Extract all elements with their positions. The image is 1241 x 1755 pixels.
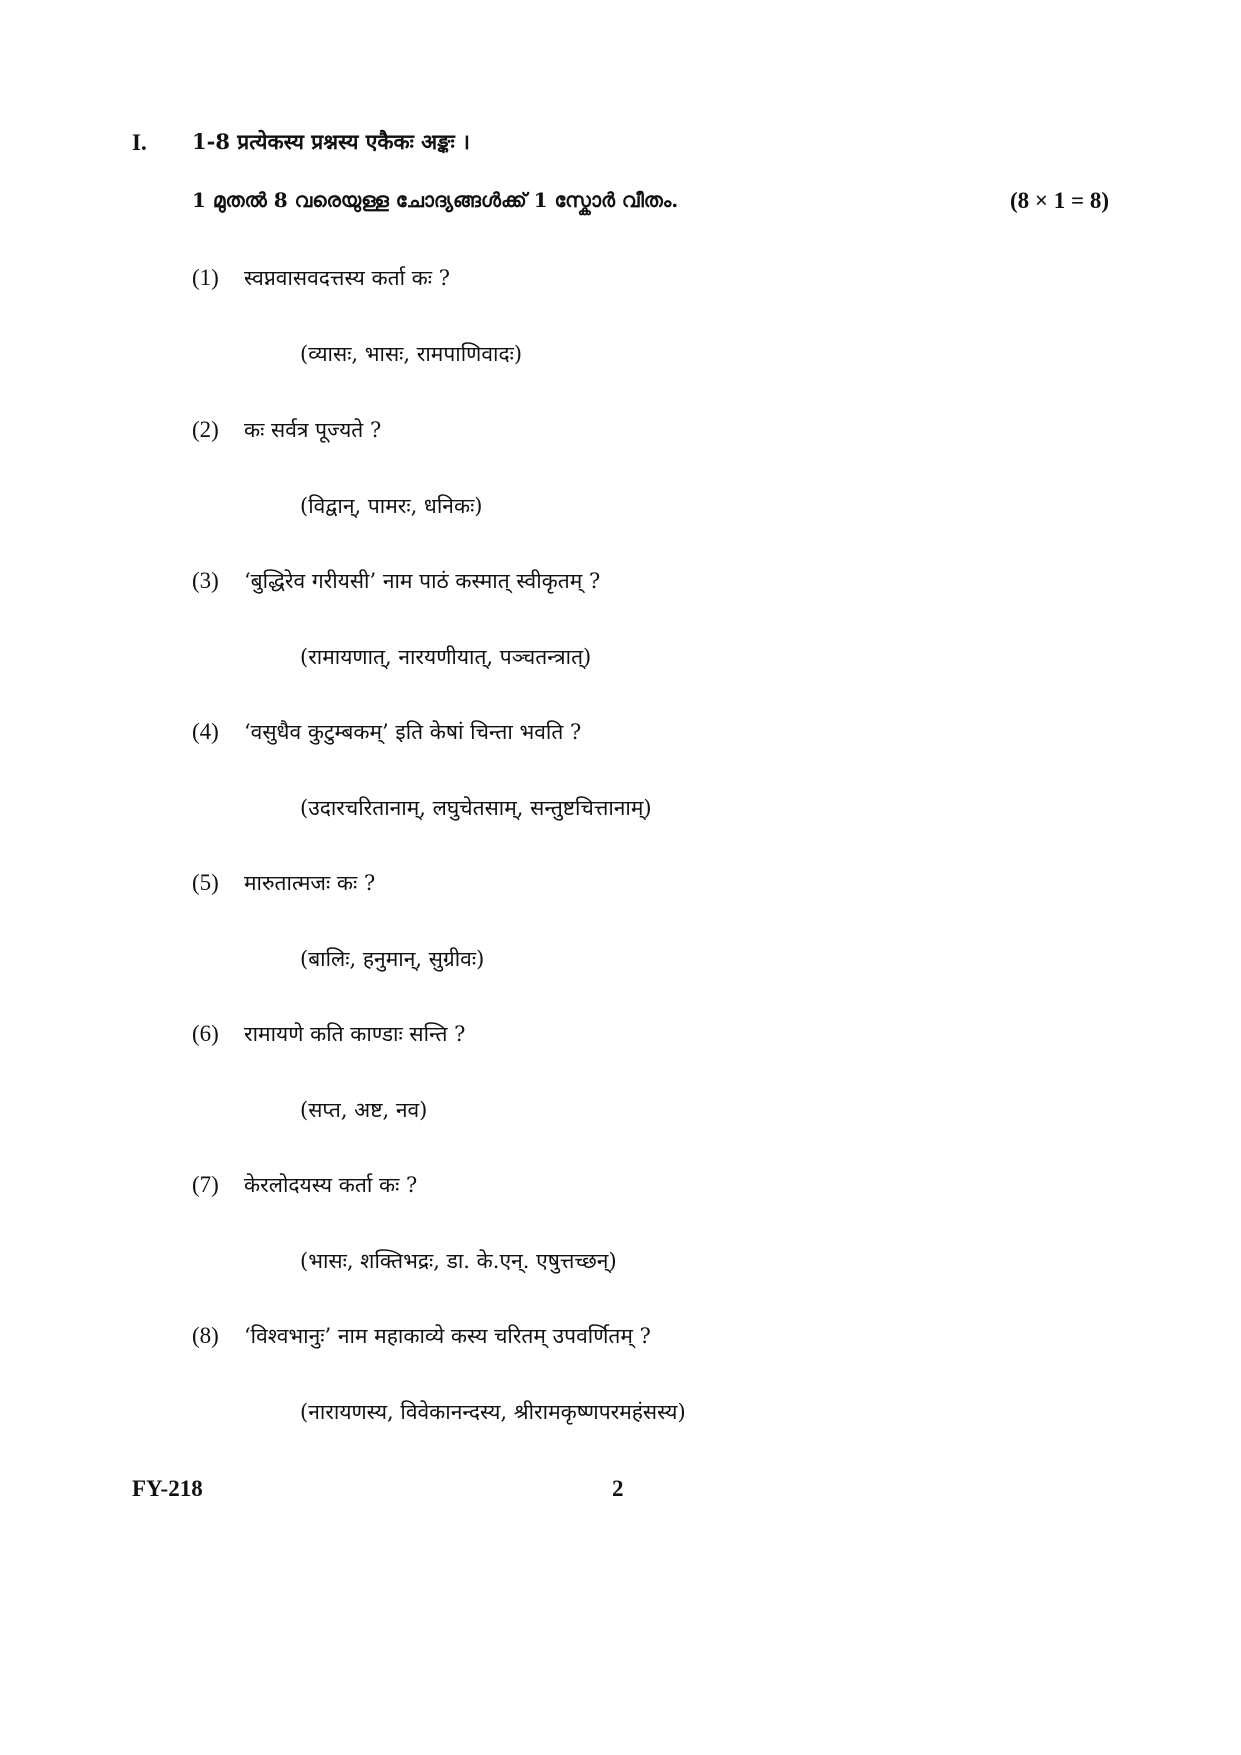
question-1 — [192, 264, 450, 292]
question-text: रामायणे कति काण्डाः सन्ति ? — [244, 1022, 466, 1046]
question-text: स्वप्नवासवदत्तस्य कर्ता कः ? — [244, 266, 450, 290]
marks-allocation: (8 × 1 = 8) — [1009, 188, 1109, 213]
question-number: (1) — [192, 265, 219, 290]
question-text: ‘विश्वभानुः’ नाम महाकाव्ये कस्य चरितम् उपवर्णितम् ? — [244, 1324, 651, 1348]
paper-code: FY-218 — [132, 1476, 203, 1501]
question-2-options: (विद्वान्, पामरः, धनिकः) — [300, 494, 483, 518]
question-text: ‘बुद्धिरेव गरीयसी’ नाम पाठं कस्मात् स्वीकृतम् ? — [244, 569, 601, 593]
question-2 — [192, 416, 381, 444]
section-subheading: 1 മുതൽ 8 വരെയുള്ള ചോദ്യങ്ങൾക്ക് 1 സ്കോർ വീതം. — [192, 188, 679, 212]
question-6-options: (सप्त, अष्ट, नव) — [300, 1098, 428, 1122]
question-3-options: (रामायणात्, नारयणीयात्, पञ्चतन्त्रात्) — [300, 645, 592, 669]
question-7-options: (भासः, शक्तिभद्रः, डा. के.एन्. एषुत्तच्छन्) — [300, 1249, 617, 1273]
question-number: (3) — [192, 568, 219, 593]
question-number: (5) — [192, 870, 219, 895]
question-number: (6) — [192, 1021, 219, 1046]
question-text: ‘वसुधैव कुटुम्बकम्’ इति केषां चिन्ता भवति ? — [244, 720, 582, 744]
question-8-options: (नारायणस्य, विवेकानन्दस्य, श्रीरामकृष्णपरमहंसस्य) — [300, 1400, 686, 1424]
question-number: (4) — [192, 719, 219, 744]
question-text: केरलोदयस्य कर्ता कः ? — [244, 1173, 418, 1197]
question-7 — [192, 1171, 417, 1199]
question-6 — [192, 1020, 465, 1048]
question-number: (2) — [192, 417, 219, 442]
question-text: मारुतात्मजः कः ? — [244, 871, 376, 895]
question-number: (8) — [192, 1323, 219, 1348]
section-number: I. — [132, 130, 147, 155]
question-3 — [192, 567, 600, 595]
question-4-options: (उदारचरितानाम्, लघुचेतसाम्, सन्तुष्टचित्तानाम्) — [300, 796, 652, 820]
section-heading: 1-8 प्रत्येकस्य प्रश्नस्य एकैकः अङ्कः । — [192, 129, 470, 154]
question-4 — [192, 718, 581, 746]
question-text: कः सर्वत्र पूज्यते ? — [244, 418, 382, 442]
question-8 — [192, 1322, 651, 1350]
question-5 — [192, 869, 375, 897]
question-5-options: (बालिः, हनुमान्, सुग्रीवः) — [300, 947, 485, 971]
page-number: 2 — [612, 1476, 624, 1501]
question-number: (7) — [192, 1172, 219, 1197]
question-1-options: (व्यासः, भासः, रामपाणिवादः) — [300, 342, 523, 366]
